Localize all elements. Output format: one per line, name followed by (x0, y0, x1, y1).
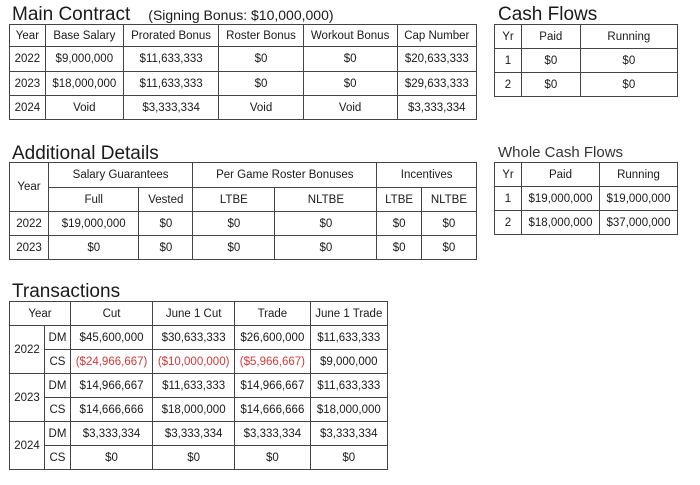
negative-cell: ($24,966,667) (70, 350, 152, 374)
main-contract-table (9, 24, 477, 120)
group-header: Salary Guarantees (49, 163, 193, 188)
cell: $9,000,000 (310, 350, 387, 374)
cell: $0 (580, 73, 677, 97)
cell: $19,000,000 (600, 187, 678, 211)
col-header: Cap Number (397, 25, 476, 47)
col-header: Trade (235, 302, 310, 326)
cell: $3,333,334 (153, 422, 235, 446)
additional-details-title: Additional Details (12, 143, 159, 164)
col-header: Paid (522, 163, 600, 187)
cell: $0 (275, 236, 377, 260)
col-header: Running (600, 163, 678, 187)
table-row (10, 446, 388, 470)
table-row (10, 212, 477, 236)
table-row (495, 49, 678, 73)
cell: $0 (303, 72, 397, 96)
cell: 2023 (10, 72, 46, 96)
cell: $11,633,333 (310, 374, 387, 398)
cell: $14,666,666 (235, 398, 310, 422)
cell: $3,333,334 (70, 422, 152, 446)
cell: $3,333,334 (310, 422, 387, 446)
cell: $26,600,000 (235, 326, 310, 350)
cell: $3,333,334 (235, 422, 310, 446)
cell: $18,000,000 (153, 398, 235, 422)
cell: $19,000,000 (49, 212, 139, 236)
cell: $0 (522, 73, 581, 97)
col-header: June 1 Trade (310, 302, 387, 326)
cell: $0 (421, 212, 476, 236)
additional-details-table (9, 162, 477, 260)
row-label: DM (45, 326, 71, 350)
group-header: Per Game Roster Bonuses (193, 163, 377, 188)
cell: $14,966,667 (70, 374, 152, 398)
cell: $0 (235, 446, 310, 470)
cell: $0 (193, 236, 275, 260)
col-header: Running (580, 25, 677, 49)
col-header: Yr (495, 25, 522, 49)
cell: $9,000,000 (45, 47, 123, 72)
cell: $0 (377, 212, 422, 236)
cell: $0 (377, 236, 422, 260)
cell: $0 (49, 236, 139, 260)
transactions-title: Transactions (12, 281, 121, 302)
transactions-table (9, 301, 388, 470)
cell: $0 (153, 446, 235, 470)
cash-flows-table (494, 24, 678, 97)
col-header: LTBE (193, 188, 275, 212)
cell: $0 (522, 49, 581, 73)
cell: $0 (421, 236, 476, 260)
cell: $19,000,000 (522, 187, 600, 211)
signing-bonus: (Signing Bonus: $10,000,000) (148, 7, 334, 23)
cell: Void (219, 96, 303, 120)
group-header: Incentives (377, 163, 477, 188)
cell: $11,633,333 (123, 72, 219, 96)
cell: $45,600,000 (70, 326, 152, 350)
negative-cell: ($5,966,667) (235, 350, 310, 374)
main-contract-heading: Main Contract (12, 4, 131, 25)
cell: $0 (303, 47, 397, 72)
cell: $14,966,667 (235, 374, 310, 398)
cell: $11,633,333 (310, 326, 387, 350)
cell: $0 (193, 212, 275, 236)
cell: $0 (139, 236, 193, 260)
row-label: CS (45, 446, 71, 470)
cell: 2 (495, 73, 522, 97)
cell: $0 (580, 49, 677, 73)
col-header: Base Salary (45, 25, 123, 47)
cell: $0 (70, 446, 152, 470)
cell: $29,633,333 (397, 72, 476, 96)
col-header: Workout Bonus (303, 25, 397, 47)
whole-cash-flows-title: Whole Cash Flows (498, 144, 624, 161)
year-cell: 2024 (10, 422, 45, 470)
row-label: DM (45, 374, 71, 398)
cell: 2022 (10, 47, 46, 72)
col-header: Year (10, 25, 46, 47)
whole-cash-flows-table (494, 162, 678, 235)
table-row (10, 72, 477, 96)
cell: $3,333,334 (123, 96, 219, 120)
col-header: Vested (139, 188, 193, 212)
cell: $20,633,333 (397, 47, 476, 72)
cell: 1 (495, 49, 522, 73)
col-header: Cut (70, 302, 152, 326)
cell: $18,000,000 (45, 72, 123, 96)
col-header: Yr (495, 163, 522, 187)
col-header: Paid (522, 25, 581, 49)
table-row (10, 422, 388, 446)
row-label: CS (45, 350, 71, 374)
col-header: Roster Bonus (219, 25, 303, 47)
col-header: Full (49, 188, 139, 212)
col-header: Prorated Bonus (123, 25, 219, 47)
col-header: LTBE (377, 188, 422, 212)
table-row (10, 398, 388, 422)
cell: $3,333,334 (397, 96, 476, 120)
cell: $0 (139, 212, 193, 236)
cell: $37,000,000 (600, 211, 678, 235)
cell: Void (303, 96, 397, 120)
table-row (495, 187, 678, 211)
table-row (10, 326, 388, 350)
table-row (10, 47, 477, 72)
col-header: NLTBE (275, 188, 377, 212)
cell: $0 (219, 47, 303, 72)
cell: $18,000,000 (522, 211, 600, 235)
cell: $0 (275, 212, 377, 236)
cell: $0 (219, 72, 303, 96)
cell: 2 (495, 211, 522, 235)
cell: Void (45, 96, 123, 120)
col-header: June 1 Cut (153, 302, 235, 326)
cell: $14,666,666 (70, 398, 152, 422)
cell: $18,000,000 (310, 398, 387, 422)
col-header: Year (10, 302, 71, 326)
cash-flows-title: Cash Flows (498, 4, 598, 25)
col-header: Year (10, 163, 49, 212)
row-label: DM (45, 422, 71, 446)
cell: $30,633,333 (153, 326, 235, 350)
row-label: CS (45, 398, 71, 422)
table-row (495, 211, 678, 235)
cell: 2023 (10, 236, 49, 260)
col-header: NLTBE (421, 188, 476, 212)
negative-cell: ($10,000,000) (153, 350, 235, 374)
table-row (10, 236, 477, 260)
main-contract-title (12, 5, 334, 25)
table-row (10, 350, 388, 374)
cell: 2022 (10, 212, 49, 236)
cell: $0 (310, 446, 387, 470)
cell: 2024 (10, 96, 46, 120)
table-row (10, 374, 388, 398)
cell: $11,633,333 (153, 374, 235, 398)
year-cell: 2022 (10, 326, 45, 374)
cell: 1 (495, 187, 522, 211)
year-cell: 2023 (10, 374, 45, 422)
table-row (10, 96, 477, 120)
cell: $11,633,333 (123, 47, 219, 72)
table-row (495, 73, 678, 97)
